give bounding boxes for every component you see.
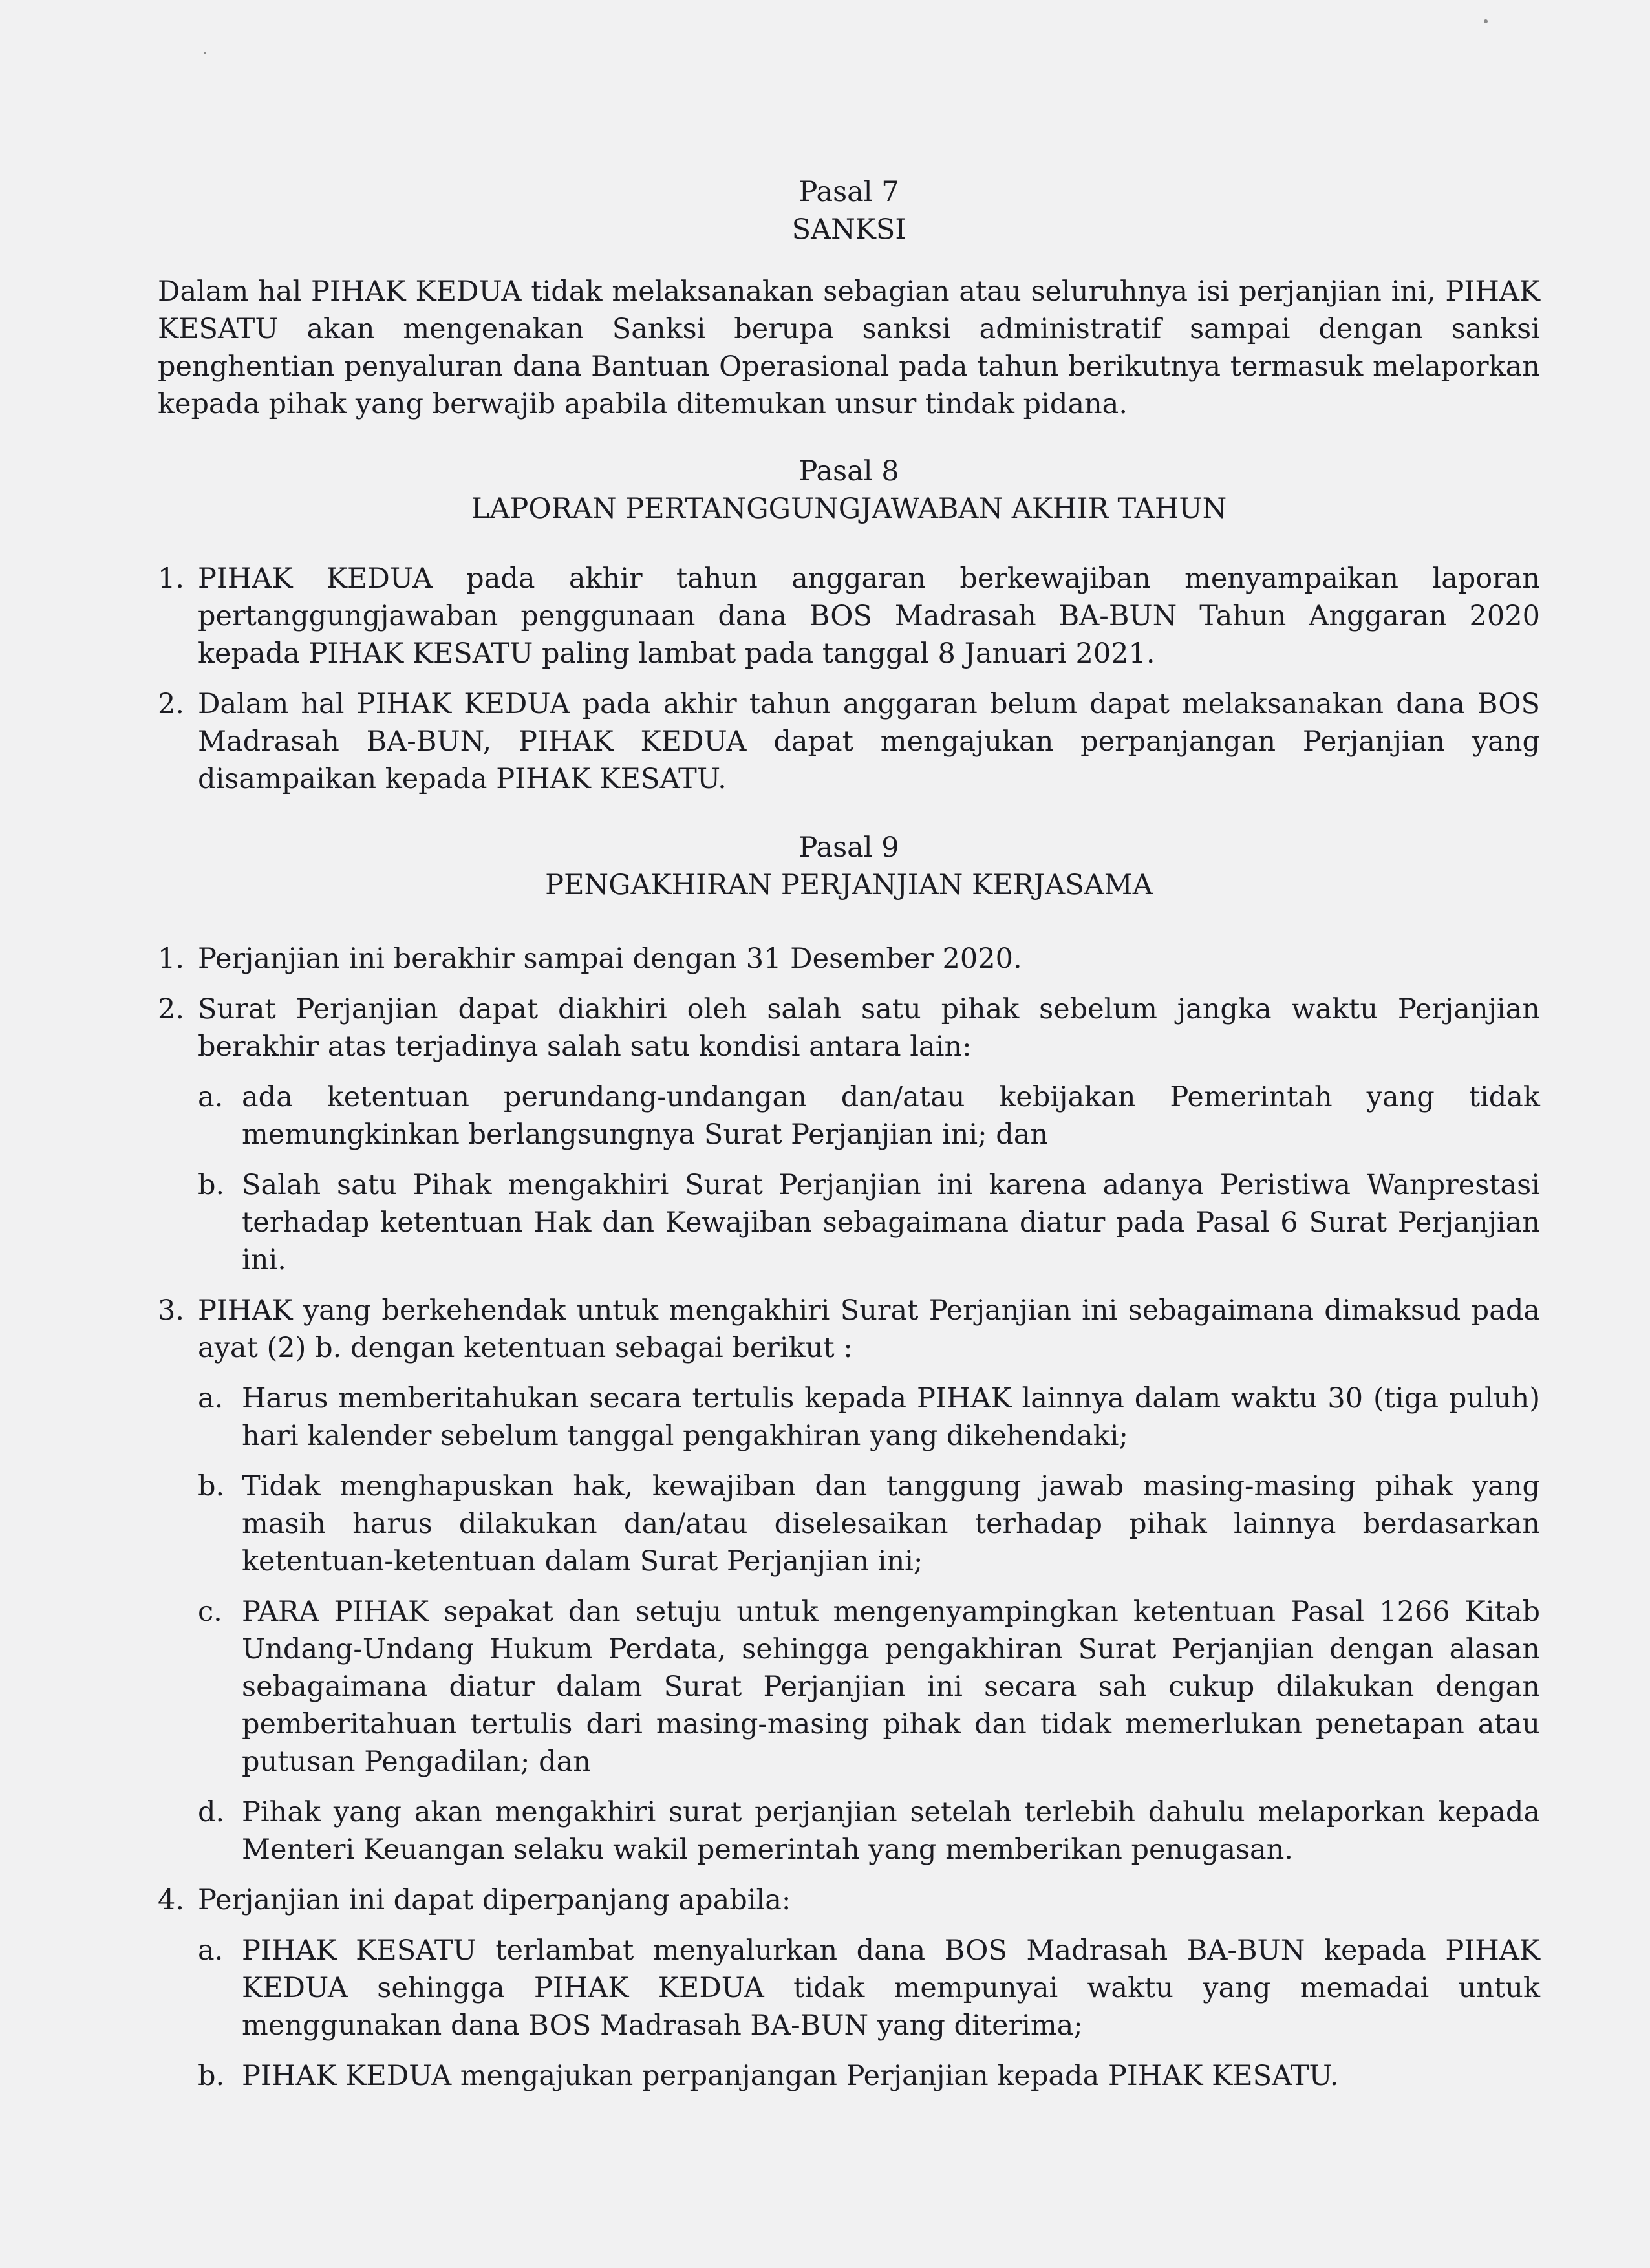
sub-item-text: PIHAK KEDUA mengajukan perpanjangan Perjanjian kepada PIHAK KESATU.	[242, 2060, 1339, 2092]
pasal-8-item-2	[158, 685, 1540, 798]
item-text: Perjanjian ini berakhir sampai dengan 31 Desember 2020.	[198, 943, 1022, 975]
sub-item-letter: a.	[198, 1934, 224, 1967]
pasal-9-item-1	[158, 940, 1540, 978]
item-number: 2.	[158, 993, 185, 1025]
pasal-9-title: PENGAKHIRAN PERJANJIAN KERJASAMA	[545, 869, 1153, 901]
item-number: 1.	[158, 943, 185, 975]
pasal-7-text: Dalam hal PIHAK KEDUA tidak melaksanakan sebagian atau seluruhnya isi perjanjian ini, PIHAK KESATU akan mengenakan Sanksi berupa sanksi administratif sampai dengan sanksi penghentian penyaluran dana Bantuan Operasional pada tahun berikutnya termasuk melaporkan kepada pihak yang berwajib apabila ditemukan unsur tindak pidana.	[158, 275, 1540, 420]
pasal-9-item-4-sub-b	[158, 2057, 1540, 2095]
pasal-9-item-2	[158, 990, 1540, 1065]
item-text: Perjanjian ini dapat diperpanjang apabila:	[198, 1884, 791, 1916]
sub-item-letter: b.	[198, 1470, 225, 1503]
item-number: 2.	[158, 688, 185, 720]
document-body	[158, 173, 1540, 2095]
sub-item-text: PIHAK KESATU terlambat menyalurkan dana BOS Madrasah BA-BUN kepada PIHAK KEDUA sehingga PIHAK KEDUA tidak mempunyai waktu yang memadai untuk menggunakan dana BOS Madrasah BA-BUN yang diterima;	[242, 1934, 1540, 2042]
sub-item-letter: b.	[198, 2060, 225, 2092]
sub-item-text: ada ketentuan perundang-undangan dan/atau kebijakan Pemerintah yang tidak memungkinkan berlangsungnya Surat Perjanjian ini; dan	[242, 1081, 1540, 1151]
pasal-8-title: LAPORAN PERTANGGUNGJAWABAN AKHIR TAHUN	[471, 493, 1227, 525]
sub-item-letter: a.	[198, 1081, 224, 1113]
scan-speck	[204, 52, 206, 54]
sub-item-letter: a.	[198, 1382, 224, 1415]
pasal-9-item-3-sub-a	[158, 1380, 1540, 1455]
pasal-9-item-2-sub-b	[158, 1166, 1540, 1279]
sub-item-letter: b.	[198, 1169, 225, 1201]
sub-item-letter: d.	[198, 1796, 225, 1828]
pasal-9-item-3-sub-b	[158, 1468, 1540, 1580]
item-text: PIHAK KEDUA pada akhir tahun anggaran berkewajiban menyampaikan laporan pertanggungjawaban penggunaan dana BOS Madrasah BA-BUN Tahun Anggaran 2020 kepada PIHAK KESATU paling lambat pada tanggal 8 Januari 2021.	[198, 562, 1540, 670]
sub-item-text: Tidak menghapuskan hak, kewajiban dan tanggung jawab masing-masing pihak yang masih harus dilakukan dan/atau diselesaikan terhadap pihak lainnya berdasarkan ketentuan-ketentuan dalam Surat Perjanjian ini;	[242, 1470, 1540, 1578]
item-text: PIHAK yang berkehendak untuk mengakhiri Surat Perjanjian ini sebagaimana dimaksud pada ayat (2) b. dengan ketentuan sebagai berikut :	[198, 1294, 1540, 1364]
sub-item-letter: c.	[198, 1596, 222, 1628]
pasal-8-heading	[158, 453, 1540, 528]
pasal-9-item-2-sub-a	[158, 1078, 1540, 1153]
scan-speck	[1484, 19, 1488, 23]
pasal-9-item-4	[158, 1881, 1540, 1919]
pasal-9-item-3	[158, 1292, 1540, 1367]
sub-item-text: PARA PIHAK sepakat dan setuju untuk mengenyampingkan ketentuan Pasal 1266 Kitab Undang-Undang Hukum Perdata, sehingga pengakhiran Surat Perjanjian dengan alasan sebagaimana diatur dalam Surat Perjanjian ini secara sah cukup dilakukan dengan pemberitahuan tertulis dari masing-masing pihak dan tidak memerlukan penetapan atau putusan Pengadilan; dan	[242, 1596, 1540, 1778]
item-number: 3.	[158, 1294, 185, 1327]
pasal-7-heading	[158, 173, 1540, 248]
pasal-7-number: Pasal 7	[798, 176, 899, 208]
item-text: Dalam hal PIHAK KEDUA pada akhir tahun anggaran belum dapat melaksanakan dana BOS Madrasah BA-BUN, PIHAK KEDUA dapat mengajukan perpanjangan Perjanjian yang disampaikan kepada PIHAK KESATU.	[198, 688, 1540, 795]
item-text: Surat Perjanjian dapat diakhiri oleh salah satu pihak sebelum jangka waktu Perjanjian berakhir atas terjadinya salah satu kondisi antara lain:	[198, 993, 1540, 1063]
pasal-9-item-4-sub-a	[158, 1932, 1540, 2044]
pasal-7-title: SANKSI	[791, 213, 906, 246]
pasal-8-item-1	[158, 560, 1540, 672]
pasal-9-item-3-sub-c	[158, 1593, 1540, 1781]
item-number: 4.	[158, 1884, 185, 1916]
pasal-9-heading	[158, 829, 1540, 904]
sub-item-text: Pihak yang akan mengakhiri surat perjanjian setelah terlebih dahulu melaporkan kepada Menteri Keuangan selaku wakil pemerintah yang memberikan penugasan.	[242, 1796, 1540, 1866]
item-number: 1.	[158, 562, 185, 595]
pasal-9-number: Pasal 9	[798, 831, 899, 864]
sub-item-text: Harus memberitahukan secara tertulis kepada PIHAK lainnya dalam waktu 30 (tiga puluh) hari kalender sebelum tanggal pengakhiran yang dikehendaki;	[242, 1382, 1540, 1452]
pasal-8-number: Pasal 8	[798, 455, 899, 487]
pasal-9-item-3-sub-d	[158, 1793, 1540, 1868]
sub-item-text: Salah satu Pihak mengakhiri Surat Perjanjian ini karena adanya Peristiwa Wanprestasi terhadap ketentuan Hak dan Kewajiban sebagaimana diatur pada Pasal 6 Surat Perjanjian ini.	[242, 1169, 1540, 1276]
